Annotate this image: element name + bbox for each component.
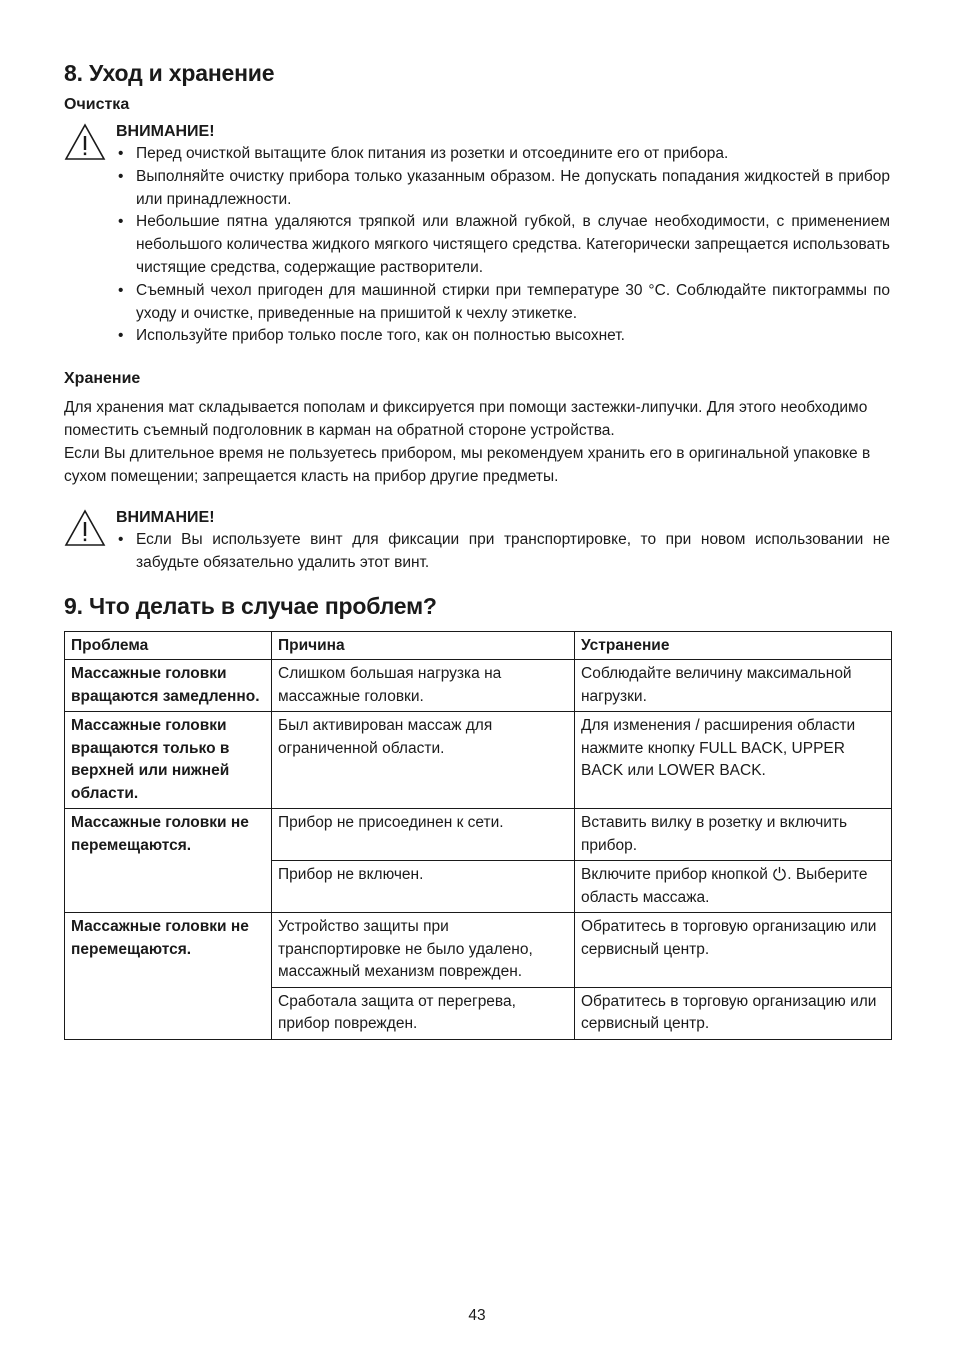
remedy-cell (575, 861, 892, 913)
page-content (64, 58, 890, 1040)
warning-title: ВНИМАНИЕ! (116, 509, 215, 527)
remedy-cell: Обратитесь в торговую организацию или сервисный центр. (575, 913, 892, 988)
remedy-cell: Соблюдайте величину максимальной нагрузки. (575, 660, 892, 712)
list-item: • Съемный чехол пригоден для машинной стирки при температуре 30 °C. Соблюдайте пиктограммы по уходу и очистке, приведенные на пришитой к чехлу этикетке. (116, 280, 890, 326)
storage-bullet-list (64, 529, 890, 575)
list-item: • Перед очисткой вытащите блок питания из розетки и отсоедините его от прибора. (116, 143, 890, 166)
problem-cell: Массажные головки не перемещаются. (65, 913, 272, 1040)
storage-paragraph: Для хранения мат складывается пополам и фиксируется при помощи застежки-липучки. Для этого необходимо поместить съемный подголовник в карман на обратной стороне устройства. (64, 399, 868, 439)
section-9-title: 9. Что делать в случае проблем? (64, 592, 437, 619)
list-item: • Используйте прибор только после того, как он полностью высохнет. (116, 325, 890, 348)
cleaning-heading: Очистка (64, 96, 130, 113)
table-row (65, 660, 892, 712)
page-number: 43 (468, 1307, 486, 1324)
cleaning-bullet-list (64, 143, 890, 348)
problem-cell: Массажные головки вращаются только в верхней или нижней области. (65, 712, 272, 809)
remedy-cell: Для изменения / расширения области нажмите кнопку FULL BACK, UPPER BACK или LOWER BACK. (575, 712, 892, 809)
list-item: • Выполняйте очистку прибора только указанным образом. Не допускать попадания жидкостей в прибор или принадлежности. (116, 166, 890, 212)
problem-cell: Массажные головки вращаются замедленно. (65, 660, 272, 712)
cause-cell: Устройство защиты при транспортировке не было удалено, массажный механизм поврежден. (272, 913, 575, 988)
table-header-row (65, 631, 892, 660)
table-row (65, 913, 892, 988)
storage-warning (64, 507, 890, 575)
table-row (65, 809, 892, 861)
section-8-title: 8. Уход и хранение (64, 60, 275, 86)
problem-cell: Массажные головки не перемещаются. (65, 809, 272, 913)
warning-triangle-icon (64, 123, 106, 161)
storage-heading: Хранение (64, 370, 141, 388)
cause-cell: Прибор не присоединен к сети. (272, 809, 575, 861)
cause-cell: Прибор не включен. (272, 861, 575, 913)
list-item: • Если Вы используете винт для фиксации при транспортировке, то при новом использовании не забудьте обязательно удалить этот винт. (116, 529, 890, 575)
warning-title: ВНИМАНИЕ! (116, 123, 215, 140)
column-header-cause: Причина (272, 631, 575, 660)
table-row (65, 712, 892, 809)
remedy-text: Включите прибор кнопкой (581, 866, 768, 884)
cause-cell: Слишком большая нагрузка на массажные головки. (272, 660, 575, 712)
column-header-remedy: Устранение (575, 631, 892, 660)
list-item: • Небольшие пятна удаляются тряпкой или влажной губкой, в случае необходимости, с применением небольшого количества жидкого мягкого чистящего средства. Категорически запрещается использовать чистящие средства, содержащие растворители. (116, 211, 890, 279)
storage-paragraph: Если Вы длительное время не пользуетесь прибором, мы рекомендуем хранить его в оригинальной упаковке в сухом помещении; запрещается класть на прибор другие предметы. (64, 444, 871, 485)
power-icon (772, 866, 787, 881)
cause-cell: Был активирован массаж для ограниченной области. (272, 712, 575, 809)
column-header-problem: Проблема (65, 631, 272, 660)
remedy-cell: Обратитесь в торговую организацию или сервисный центр. (575, 987, 892, 1039)
remedy-cell: Вставить вилку в розетку и включить прибор. (575, 809, 892, 861)
cause-cell: Сработала защита от перегрева, прибор поврежден. (272, 987, 575, 1039)
troubleshooting-table (64, 631, 892, 1040)
remedy-text: . Выберите область массажа. (581, 866, 868, 906)
cleaning-warning (64, 121, 890, 348)
warning-triangle-icon (64, 509, 106, 547)
